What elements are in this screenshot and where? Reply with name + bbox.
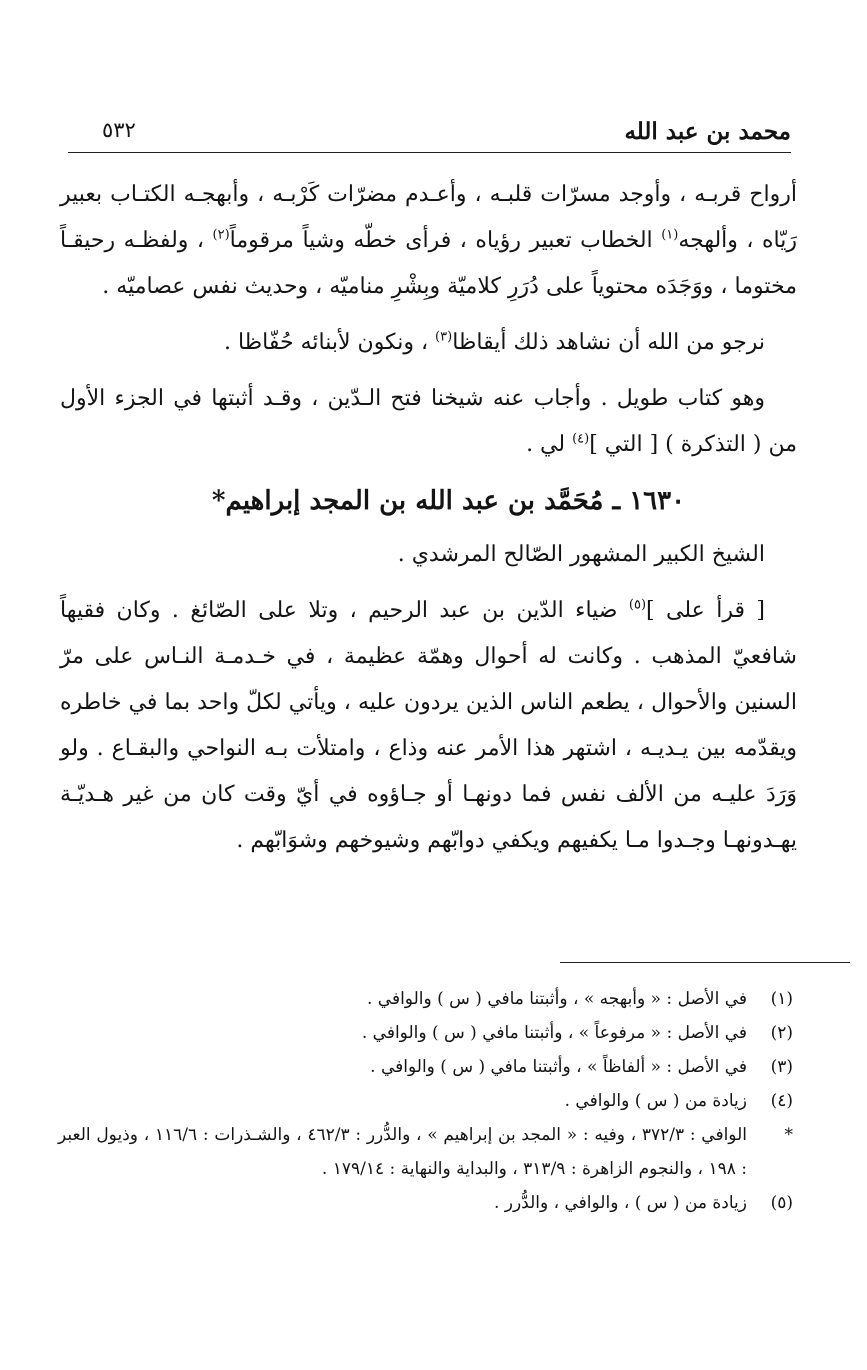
text-run: [ قرأ على ] xyxy=(646,598,765,623)
footnote xyxy=(58,1084,793,1118)
main-text xyxy=(60,172,797,874)
footnote xyxy=(58,1016,793,1050)
footnote xyxy=(58,1118,793,1186)
footnote-text: الوافي : ٣٧٢/٣ ، وفيه : « المجد بن إبراهيم » ، والدُّرر : ٤٦٢/٣ ، والشـذرات : ١١٦/٦ ، وذيول العبر : ١٩٨ ، والنجوم الزاهرة : ٣١٣/٩ ، والبداية والنهاية : ١٧٩/١٤ . xyxy=(58,1125,747,1179)
text-run: ضياء الدّين بن عبد الرحيم ، وتلا على الصّائغ . وكان فقيهاً شافعيّ المذهب . وكانت له أحوال وهمّة عظيمة ، في خـدمـة النـاس على مرّ السنين والأحوال ، يطعم الناس الذين يردون عليه ، ويأتي لكلّ واحد بما في خاطره ويقدّمه بين يـديـه ، اشتهر هذا الأمر عنه وذاع ، وامتلأت بـه النواحي والبقـاع . ولو وَرَدَ عليـه من الألف نفس فما دونهـا أو جـاؤوه في أيّ وقت كان من غير هـديّـة يهـدونهـا وجـدوا مـا يكفيهم ويكفي دوابّهم وشيوخهم وشوَابّهم . xyxy=(60,598,797,853)
footnote-marker: (٤) xyxy=(770,1091,793,1111)
header-title: محمد بن عبد الله xyxy=(624,118,791,145)
entry-subtitle: الشيخ الكبير المشهور الصّالح المرشدي . xyxy=(397,542,765,567)
paragraph-book-note xyxy=(60,376,797,468)
footnote-marker: (٥) xyxy=(770,1193,793,1213)
footnote-text: زيادة من ( س ) ، والوافي ، والدُّرر . xyxy=(493,1193,747,1213)
paragraph-prayer xyxy=(60,320,797,366)
footnote-divider xyxy=(560,962,850,963)
footnote-text: في الأصل : « وأبهجه » ، وأثبتنا مافي ( س ) والوافي . xyxy=(366,989,747,1009)
footnote-marker: (٢) xyxy=(770,1023,793,1043)
text-run: ، ولفظـه رحيقـاً مختوما ، ووَجَدَه محتوياً على دُرَرِ كلاميّة وبِشْرِ مناميّه ، وحديث نفس عصاميّه . xyxy=(60,228,797,299)
paragraph-letter-praise xyxy=(60,172,797,310)
footnote-marker: (١) xyxy=(770,989,793,1009)
text-run: نرجو من الله أن نشاهد ذلك أيقاظا xyxy=(452,330,765,355)
footnote-marker: * xyxy=(784,1125,793,1145)
text-run: لي . xyxy=(526,432,566,457)
footnote xyxy=(58,1050,793,1084)
entry-heading: ١٦٣٠ ـ مُحَمَّد بن عبد الله بن المجد إبراهيم* xyxy=(211,486,686,516)
footnote-text: زيادة من ( س ) والوافي . xyxy=(564,1091,747,1111)
text-run: أرواح قربـه ، وأوجد مسرّات قلبـه ، وأعـدم مضرّات كَرْبـه ، وأبهجـه الكتـاب بعبير رَيّاه ، وألهجه xyxy=(60,182,797,253)
text-run: الخطاب تعبير رؤياه ، فرأى خطّه وشياً مرقوماً xyxy=(229,228,653,253)
text-run: ، ونكون لأبنائه حُفّاظا . xyxy=(223,330,429,355)
footnotes xyxy=(58,982,793,1220)
footnote-ref: (١) xyxy=(661,227,679,243)
entry-biography xyxy=(60,588,797,864)
page-number: ٥٣٢ xyxy=(102,118,136,142)
footnote-ref: (٥) xyxy=(628,597,647,613)
footnote xyxy=(58,1186,793,1220)
running-header xyxy=(68,112,791,153)
text-run: وهو كتاب طويل . وأجاب عنه شيخنا فتح الـدّين ، وقـد أثبتها في الجزء الأول من ( التذكرة ) [ التي ] xyxy=(60,386,797,457)
footnote-ref: (٢) xyxy=(212,227,230,243)
footnote-ref: (٤) xyxy=(572,431,590,447)
footnote xyxy=(58,982,793,1016)
footnote-ref: (٣) xyxy=(435,329,453,345)
footnote-text: في الأصل : « ألفاظاً » ، وأثبتنا مافي ( س ) والوافي . xyxy=(370,1057,747,1077)
footnote-marker: (٣) xyxy=(770,1057,793,1077)
footnote-text: في الأصل : « مرفوعاً » ، وأثبتنا مافي ( س ) والوافي . xyxy=(361,1023,747,1043)
